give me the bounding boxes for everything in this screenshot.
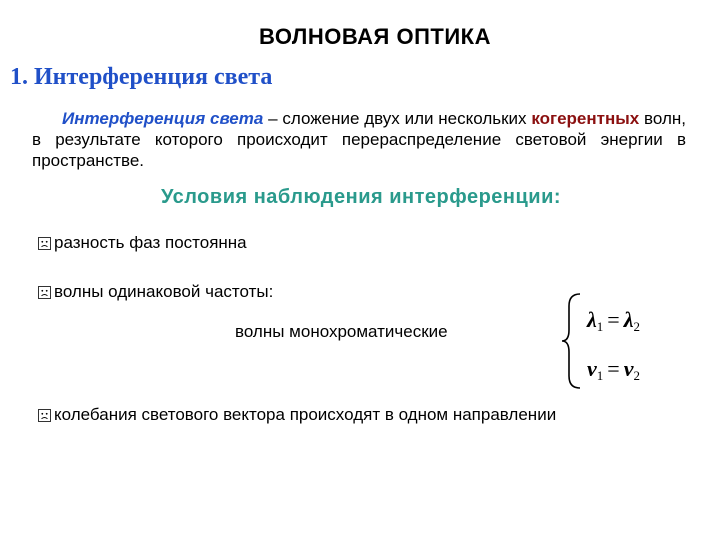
frown-face-icon <box>38 237 51 250</box>
section-title: 1. Интерференция света <box>10 64 273 90</box>
subscript-one: 1 <box>596 368 604 383</box>
condition-text: разность фаз постоянна <box>54 233 247 252</box>
definition-text-1: сложение двух или нескольких <box>282 109 527 128</box>
condition-text: колебания светового вектора происходят в одном направлении <box>54 405 557 424</box>
equals-sign: = <box>607 307 620 332</box>
condition-text: волны одинаковой частоты: <box>54 282 274 301</box>
lambda-symbol: λ <box>623 307 634 332</box>
nu-symbol: ν <box>623 356 634 381</box>
equals-sign: = <box>607 356 620 381</box>
nu-equation <box>587 356 640 384</box>
lambda-equation <box>587 307 640 335</box>
condition-item <box>38 282 273 302</box>
definition-paragraph <box>32 108 686 171</box>
subscript-two: 2 <box>633 319 640 334</box>
conditions-title: Условия наблюдения интерференции: <box>160 186 562 208</box>
coherent-word: когерентных <box>531 109 640 128</box>
monochromatic-label: волны монохроматические <box>235 322 448 341</box>
definition-dash: – <box>268 109 278 128</box>
condition-item <box>38 233 247 253</box>
page-title: ВОЛНОВАЯ ОПТИКА <box>259 24 491 49</box>
frown-face-icon <box>38 409 51 422</box>
frown-face-icon <box>38 286 51 299</box>
condition-item <box>38 405 556 425</box>
lambda-symbol: λ <box>587 307 597 332</box>
subscript-one: 1 <box>596 319 604 334</box>
nu-symbol: ν <box>587 356 597 381</box>
definition-text-2: волн, в результате которого происходит перераспределение световой энергии в пространстве. <box>32 109 686 170</box>
curly-brace-icon <box>560 292 582 390</box>
subscript-two: 2 <box>633 368 640 383</box>
definition-term: Интерференция света <box>62 109 264 128</box>
